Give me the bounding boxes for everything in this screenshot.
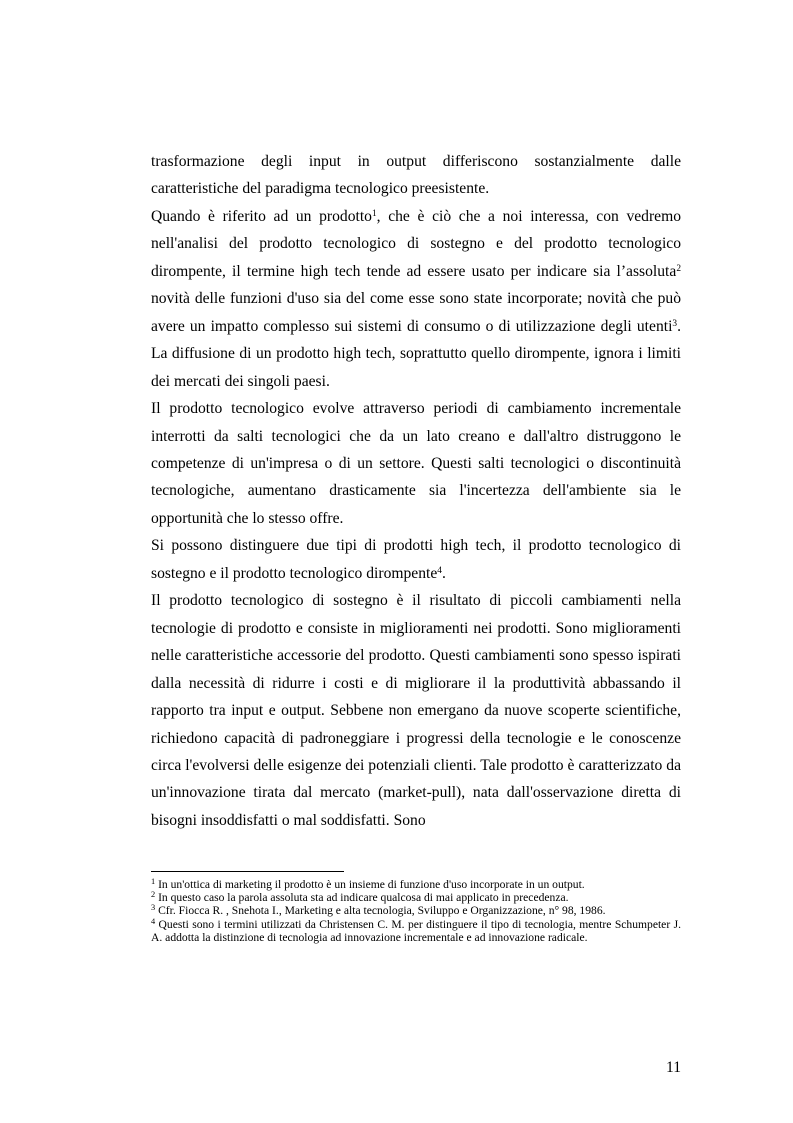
footnote-ref-1: 1 xyxy=(371,208,377,219)
footnote-text: Cfr. Fiocca R. , Snehota I., Marketing e alta tecnologia, Sviluppo e Organizzazione, n° 98, 1986. xyxy=(155,904,606,918)
footnote-3 xyxy=(151,904,681,917)
paragraph-4 xyxy=(151,532,681,587)
footnote-number: 3 xyxy=(151,903,156,913)
footnote-4 xyxy=(151,918,681,944)
footnote-number: 1 xyxy=(151,876,156,886)
footnote-ref-2: 2 xyxy=(676,263,681,274)
paragraph-4-part-b: . xyxy=(441,564,446,582)
footnote-text: In questo caso la parola assoluta sta ad indicare qualcosa di mai applicato in precedenza. xyxy=(155,891,569,905)
footnote-1 xyxy=(151,878,681,891)
paragraph-2-part-b: , che è ciò che a noi interessa, con vedremo nell'analisi del prodotto tecnologico di sostegno e del prodotto tecnologico dirompente, il termine high tech tende ad essere usato per indicare sia l’assoluta xyxy=(151,207,682,280)
paragraph-3: Il prodotto tecnologico evolve attraverso periodi di cambiamento incrementale interrotti da salti tecnologici che da un lato creano e dall'altro distruggono le competenze di un'impresa o di un settore. Questi salti tecnologici o discontinuità tecnologiche, aumentano drasticamente sia l'incertezza dell'ambiente sia le opportunità che lo stesso offre. xyxy=(151,400,681,527)
paragraph-2-part-c: novità delle funzioni d'uso sia del come esse sono state incorporate; novità che può avere un impatto complesso sui sistemi di consumo o di utilizzazione degli utenti xyxy=(151,290,681,335)
paragraph-4-part-a: Si possono distinguere due tipi di prodotti high tech, il prodotto tecnologico di sostegno e il prodotto tecnologico dirompente xyxy=(151,537,681,582)
footnote-2 xyxy=(151,891,681,904)
footnote-ref-4: 4 xyxy=(437,565,442,576)
footnote-number: 4 xyxy=(151,916,156,926)
paragraph-2 xyxy=(151,203,681,395)
footnote-text: In un'ottica di marketing il prodotto è un insieme di funzione d'uso incorporate in un output. xyxy=(155,878,585,891)
paragraph-2-part-a: Quando è riferito ad un prodotto xyxy=(151,207,372,225)
footnote-ref-3: 3 xyxy=(672,318,678,329)
footnote-text: Questi sono i termini utilizzati da Christensen C. M. per distinguere il tipo di tecnologia, mentre Schumpeter J. A. addotta la distinzione di tecnologia ad innovazione incrementale e ad innovazione radicale. xyxy=(151,917,681,944)
paragraph-5: Il prodotto tecnologico di sostegno è il risultato di piccoli cambiamenti nella tecnologie di prodotto e consiste in miglioramenti nei prodotti. Sono miglioramenti nelle caratteristiche accessorie del prodotto. Questi cambiamenti sono spesso ispirati dalla necessità di ridurre i costi e di migliorare il la produttività abbassando il rapporto tra input e output. Sebbene non emergano da nuove scoperte scientifiche, richiedono capacità di padroneggiare i progressi della tecnologie e le conoscenze circa l'evolversi delle esigenze dei potenziali clienti. Tale prodotto è caratterizzato da un'innovazione tirata dal mercato (market-pull), nata dall'osservazione diretta di bisogni insoddisfatti o mal soddisfatti. Sono xyxy=(151,592,681,829)
footnote-separator xyxy=(151,871,344,872)
footnotes xyxy=(151,878,681,944)
page-number: 11 xyxy=(665,1059,681,1076)
footnote-number: 2 xyxy=(151,890,156,900)
paragraph-1: trasformazione degli input in output differiscono sostanzialmente dalle caratteristiche del paradigma tecnologico preesistente. xyxy=(151,153,681,198)
paragraph-2-part-d: . La diffusione di un prodotto high tech, soprattutto quello dirompente, ignora i limiti dei mercati dei singoli paesi. xyxy=(151,317,681,390)
body-text xyxy=(151,148,681,834)
